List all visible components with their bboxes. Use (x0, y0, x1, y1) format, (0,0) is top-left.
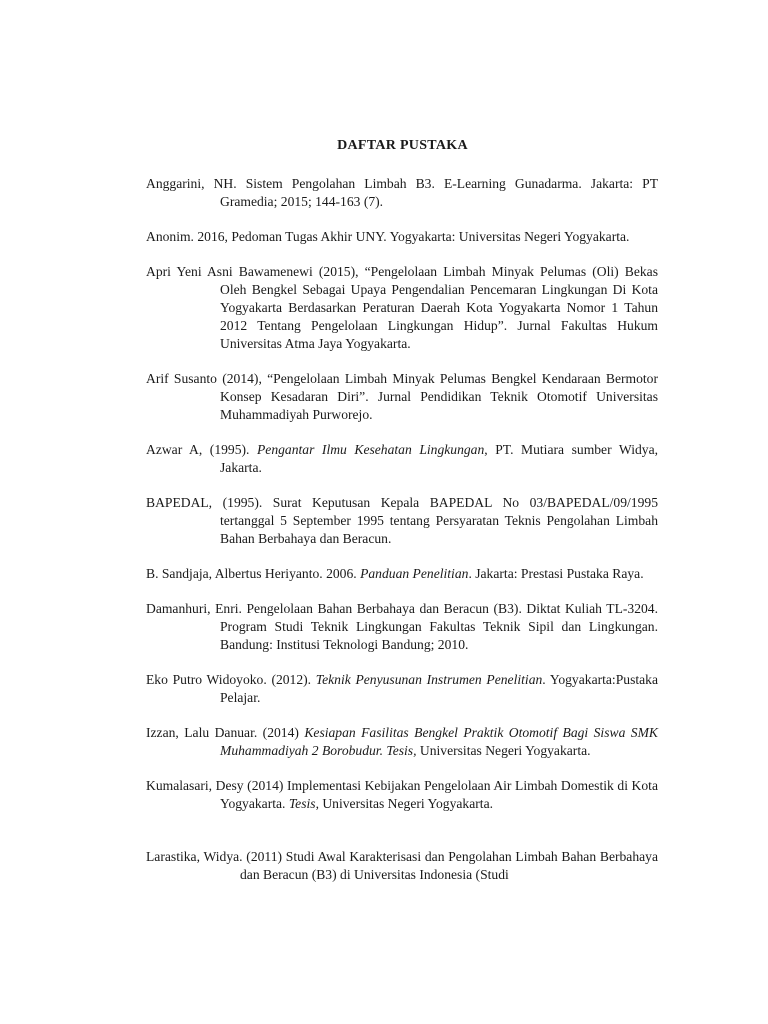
reference-list (146, 175, 658, 901)
reference-entry: Anggarini, NH. Sistem Pengolahan Limbah B3. E-Learning Gunadarma. Jakarta: PT Gramedia; 2015; 144-163 (7). (146, 176, 658, 209)
reference-entry: Eko Putro Widoyoko. (2012). Teknik Penyusunan Instrumen Penelitian. Yogyakarta:Pustaka Pelajar. (146, 672, 658, 705)
reference-entry: Anonim. 2016, Pedoman Tugas Akhir UNY. Yogyakarta: Universitas Negeri Yogyakarta. (146, 229, 630, 244)
reference-entry: Azwar A, (1995). Pengantar Ilmu Kesehatan Lingkungan, PT. Mutiara sumber Widya, Jakarta. (146, 442, 659, 475)
reference-entry: Larastika, Widya. (2011) Studi Awal Karakterisasi dan Pengolahan Limbah Bahan Berbahaya dan Beracun (B3) di Universitas Indonesia (Studi (146, 849, 658, 882)
reference-entry: B. Sandjaja, Albertus Heriyanto. 2006. Panduan Penelitian. Jakarta: Prestasi Pustaka Raya. (146, 566, 644, 581)
reference-entry: BAPEDAL, (1995). Surat Keputusan Kepala BAPEDAL No 03/BAPEDAL/09/1995 tertanggal 5 September 1995 tentang Persyaratan Teknis Pengolahan Limbah Bahan Berbahaya dan Beracun. (146, 495, 658, 546)
reference-entry: Arif Susanto (2014), “Pengelolaan Limbah Minyak Pelumas Bengkel Kendaraan Bermotor Konsep Kesadaran Diri”. Jurnal Pendidikan Teknik Otomotif Universitas Muhammadiyah Purworejo. (146, 371, 658, 422)
reference-entry: Damanhuri, Enri. Pengelolaan Bahan Berbahaya dan Beracun (B3). Diktat Kuliah TL-3204. Program Studi Teknik Lingkungan Fakultas Teknik Sipil dan Lingkungan. Bandung: Institusi Teknologi Bandung; 2010. (146, 601, 658, 652)
reference-entry: Kumalasari, Desy (2014) Implementasi Kebijakan Pengelolaan Air Limbah Domestik di Kota Yogyakarta. Tesis, Universitas Negeri Yogyakarta. (146, 778, 658, 811)
reference-entry: Izzan, Lalu Danuar. (2014) Kesiapan Fasilitas Bengkel Praktik Otomotif Bagi Siswa SMK Muhammadiyah 2 Borobudur. Tesis, Universitas Negeri Yogyakarta. (146, 725, 658, 758)
page-title: DAFTAR PUSTAKA (337, 138, 468, 153)
reference-entry: Apri Yeni Asni Bawamenewi (2015), “Pengelolaan Limbah Minyak Pelumas (Oli) Bekas Oleh Bengkel Sebagai Upaya Pengendalian Pencemaran Lingkungan Di Kota Yogyakarta Berdasarkan Peraturan Daerah Kota Yogyakarta Nomor 1 Tahun 2012 Tentang Pengelolaan Lingkungan Hidup”. Jurnal Fakultas Hukum Universitas Atma Jaya Yogyakarta. (146, 264, 658, 351)
